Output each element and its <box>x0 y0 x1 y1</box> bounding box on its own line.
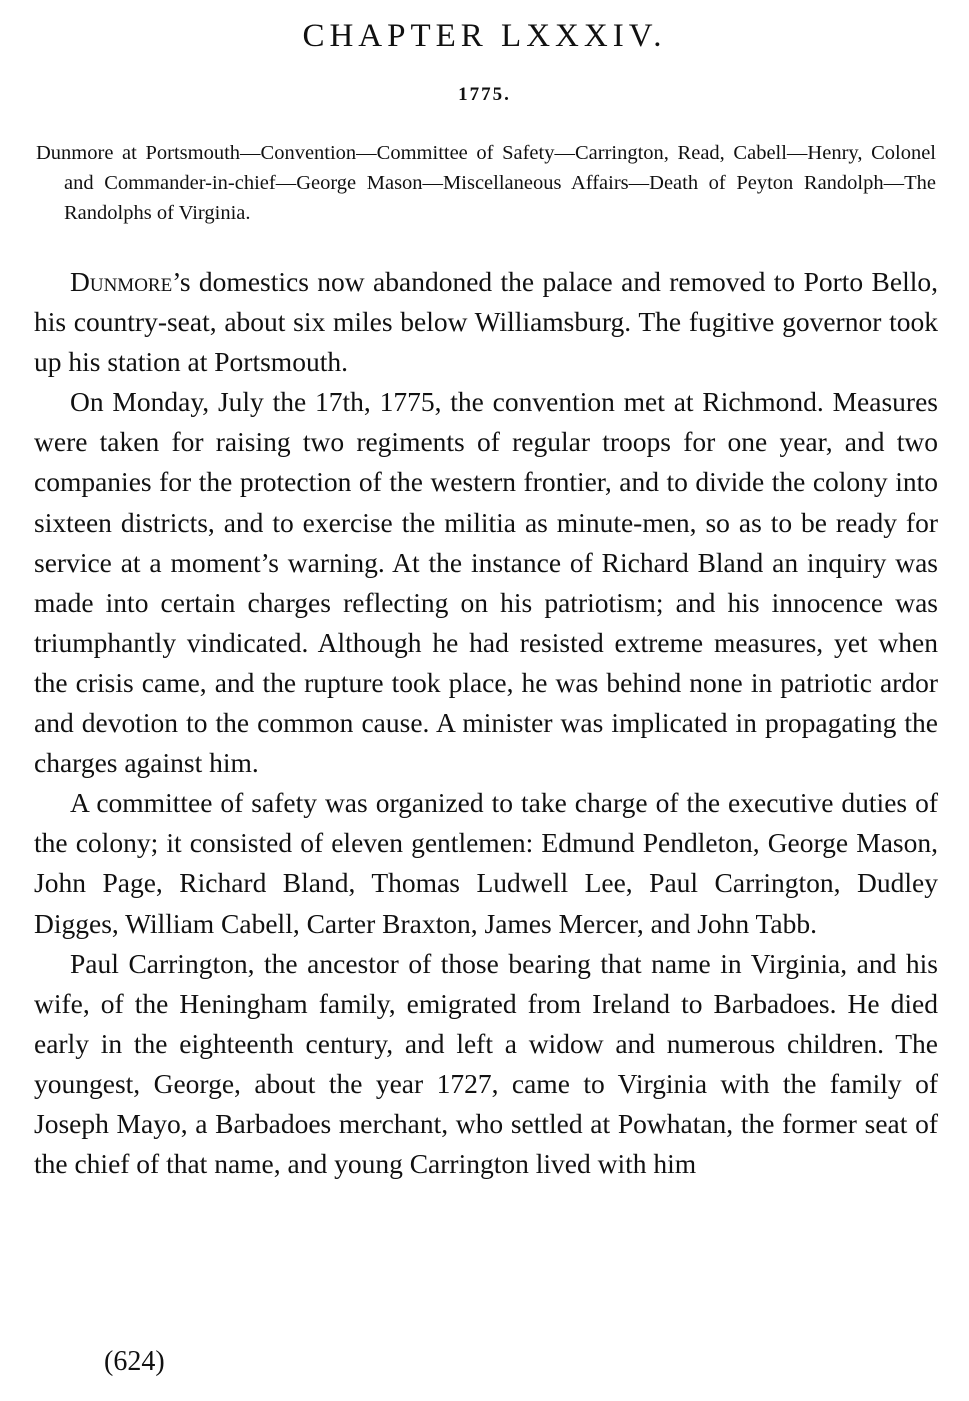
page-number: (624) <box>104 1346 165 1377</box>
chapter-year: 1775. <box>458 84 511 105</box>
paragraph-1 <box>34 262 938 382</box>
chapter-title: CHAPTER LXXXIV. <box>302 18 667 54</box>
paragraph-2: On Monday, July the 17th, 1775, the convention met at Richmond. Measures were taken for raising two regiments of regular troops for one year, and two companies for the protection of the western frontier, and to divide the colony into sixteen districts, and to exercise the militia as minute-men, so as to be ready for service at a moment’s warning. At the instance of Richard Bland an inquiry was made into certain charges reflecting on his patriotism; and his innocence was triumphantly vindicated. Although he had resisted extreme measures, yet when the crisis came, and the rupture took place, he was behind none in patriotic ardor and devotion to the common cause. A minister was implicated in propagating the charges against him. <box>34 386 938 779</box>
lead-word: Dunmore <box>70 266 173 297</box>
paragraph-3: A committee of safety was organized to take charge of the executive duties of the colony; it consisted of eleven gentlemen: Edmund Pendleton, George Mason, John Page, Richard Bland, Thomas Ludwell Lee, Paul Carrington, Dudley Digges, William Cabell, Carter Braxton, James Mercer, and John Tabb. <box>34 787 938 939</box>
chapter-synopsis <box>36 138 936 228</box>
paragraph-4: Paul Carrington, the ancestor of those bearing that name in Virginia, and his wife, of the Heningham family, emigrated from Ireland to Barbadoes. He died early in the eighteenth century, and left a widow and numerous children. The youngest, George, about the year 1727, came to Virginia with the family of Joseph Mayo, a Barbadoes merchant, who settled at Powhatan, the former seat of the chief of that name, and young Carrington lived with him <box>34 947 938 1180</box>
paragraph-1-text: ’s domestics now abandoned the palace and removed to Porto Bello, his country-seat, about six miles below Williamsburg. The fugitive governor took up his station at Portsmouth. <box>34 266 938 378</box>
body-text <box>34 262 938 1184</box>
synopsis-text: Dunmore at Portsmouth—Convention—Committee of Safety—Carrington, Read, Cabell—Henry, Colonel and Commander-in-chief—George Mason—Miscellaneous Affairs—Death of Peyton Randolph—The Randolphs of Virginia. <box>36 142 936 224</box>
